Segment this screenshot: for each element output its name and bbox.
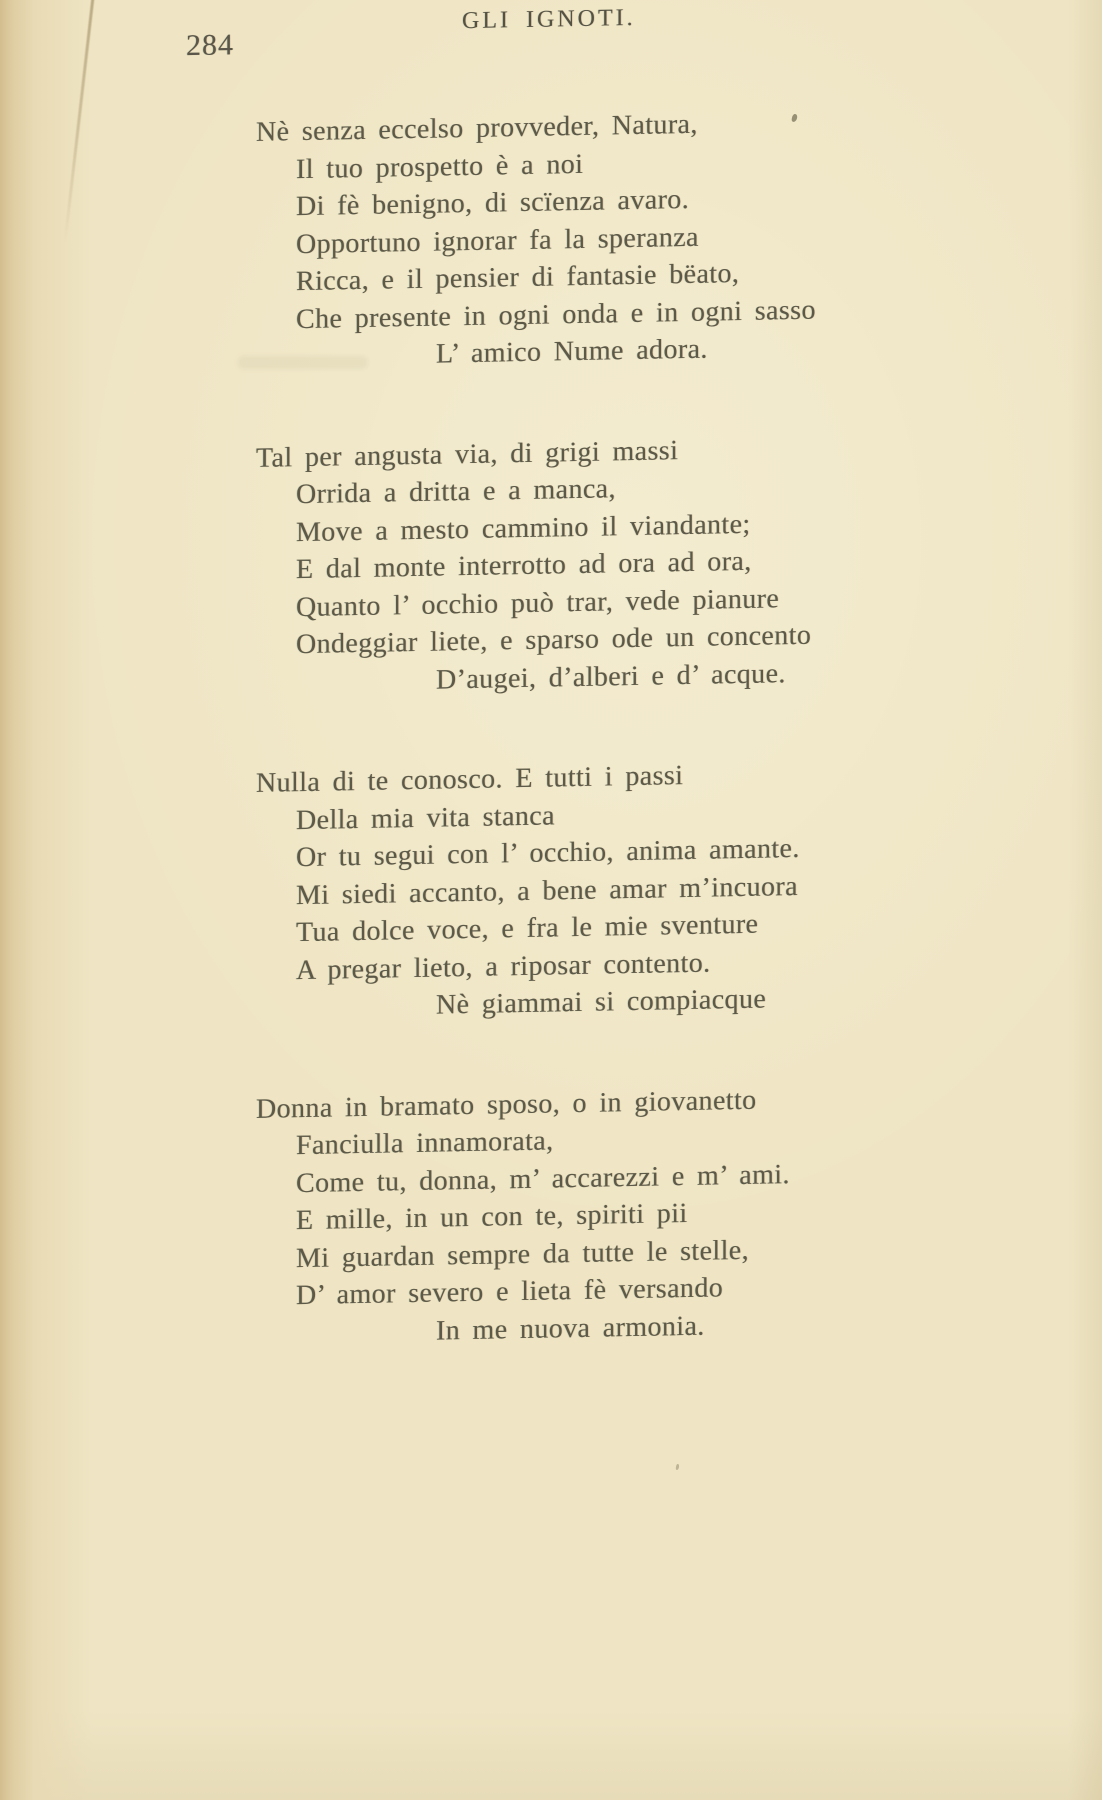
poem-line: Nè giammai si compiacque: [436, 983, 767, 1021]
poem-line: L’ amico Nume adora.: [436, 333, 708, 370]
stanza: [250, 427, 910, 702]
poem-line: Di fè benigno, di scïenza avaro.: [296, 183, 690, 223]
stanza: [250, 102, 910, 377]
poem-line: A pregar lieto, a riposar contento.: [296, 947, 711, 986]
poem-line: Fanciulla innamorata,: [296, 1125, 554, 1162]
poem-line: Della mia vita stanca: [296, 799, 555, 836]
poem-line: E mille, in un con te, spiriti pii: [296, 1197, 688, 1237]
page-number: 284: [186, 28, 234, 63]
stanza: [250, 1078, 910, 1353]
poem-line: Nè senza eccelso provveder, Natura,: [256, 108, 698, 148]
poem-line: D’augei, d’alberi e d’ acque.: [436, 657, 786, 696]
poem-line: In me nuova armonia.: [436, 1310, 705, 1347]
poem-line: Orrida a dritta e a manca,: [296, 473, 616, 511]
poem-line: Il tuo prospetto è a noi: [296, 148, 584, 185]
stanza: [250, 753, 910, 1028]
poem-line: D’ amor severo e lieta fè versando: [296, 1272, 724, 1312]
poem-line: Quanto l’ occhio può trar, vede pianure: [296, 582, 780, 623]
poem: [250, 102, 910, 1416]
poem-line: Donna in bramato sposo, o in giovanetto: [256, 1084, 757, 1125]
poem-line: Ondeggiar liete, e sparso ode un concento: [296, 619, 812, 661]
poem-line: Move a mesto cammino il viandante;: [296, 508, 751, 548]
poem-line: Or tu segui con l’ occhio, anima amante.: [296, 832, 800, 874]
poem-line: Opportuno ignorar fa la speranza: [296, 221, 699, 260]
running-title: GLI IGNOTI.: [462, 4, 636, 35]
poem-line: Tua dolce voce, e fra le mie sventure: [296, 908, 759, 949]
poem-line: Mi guardan sempre da tutte le stelle,: [296, 1234, 750, 1274]
poem-line: E dal monte interrotto ad ora ad ora,: [296, 545, 752, 586]
poem-line: Che presente in ogni onda e in ogni sasso: [296, 294, 816, 335]
poem-line: Tal per angusta via, di grigi massi: [256, 434, 679, 474]
poem-line: Ricca, e il pensier di fantasie bëato,: [296, 258, 740, 298]
poem-line: Nulla di te conosco. E tutti i passi: [256, 760, 684, 799]
poem-line: Mi siedi accanto, a bene amar m’incuora: [296, 870, 798, 911]
poem-line: Come tu, donna, m’ accarezzi e m’ ami.: [296, 1158, 790, 1199]
